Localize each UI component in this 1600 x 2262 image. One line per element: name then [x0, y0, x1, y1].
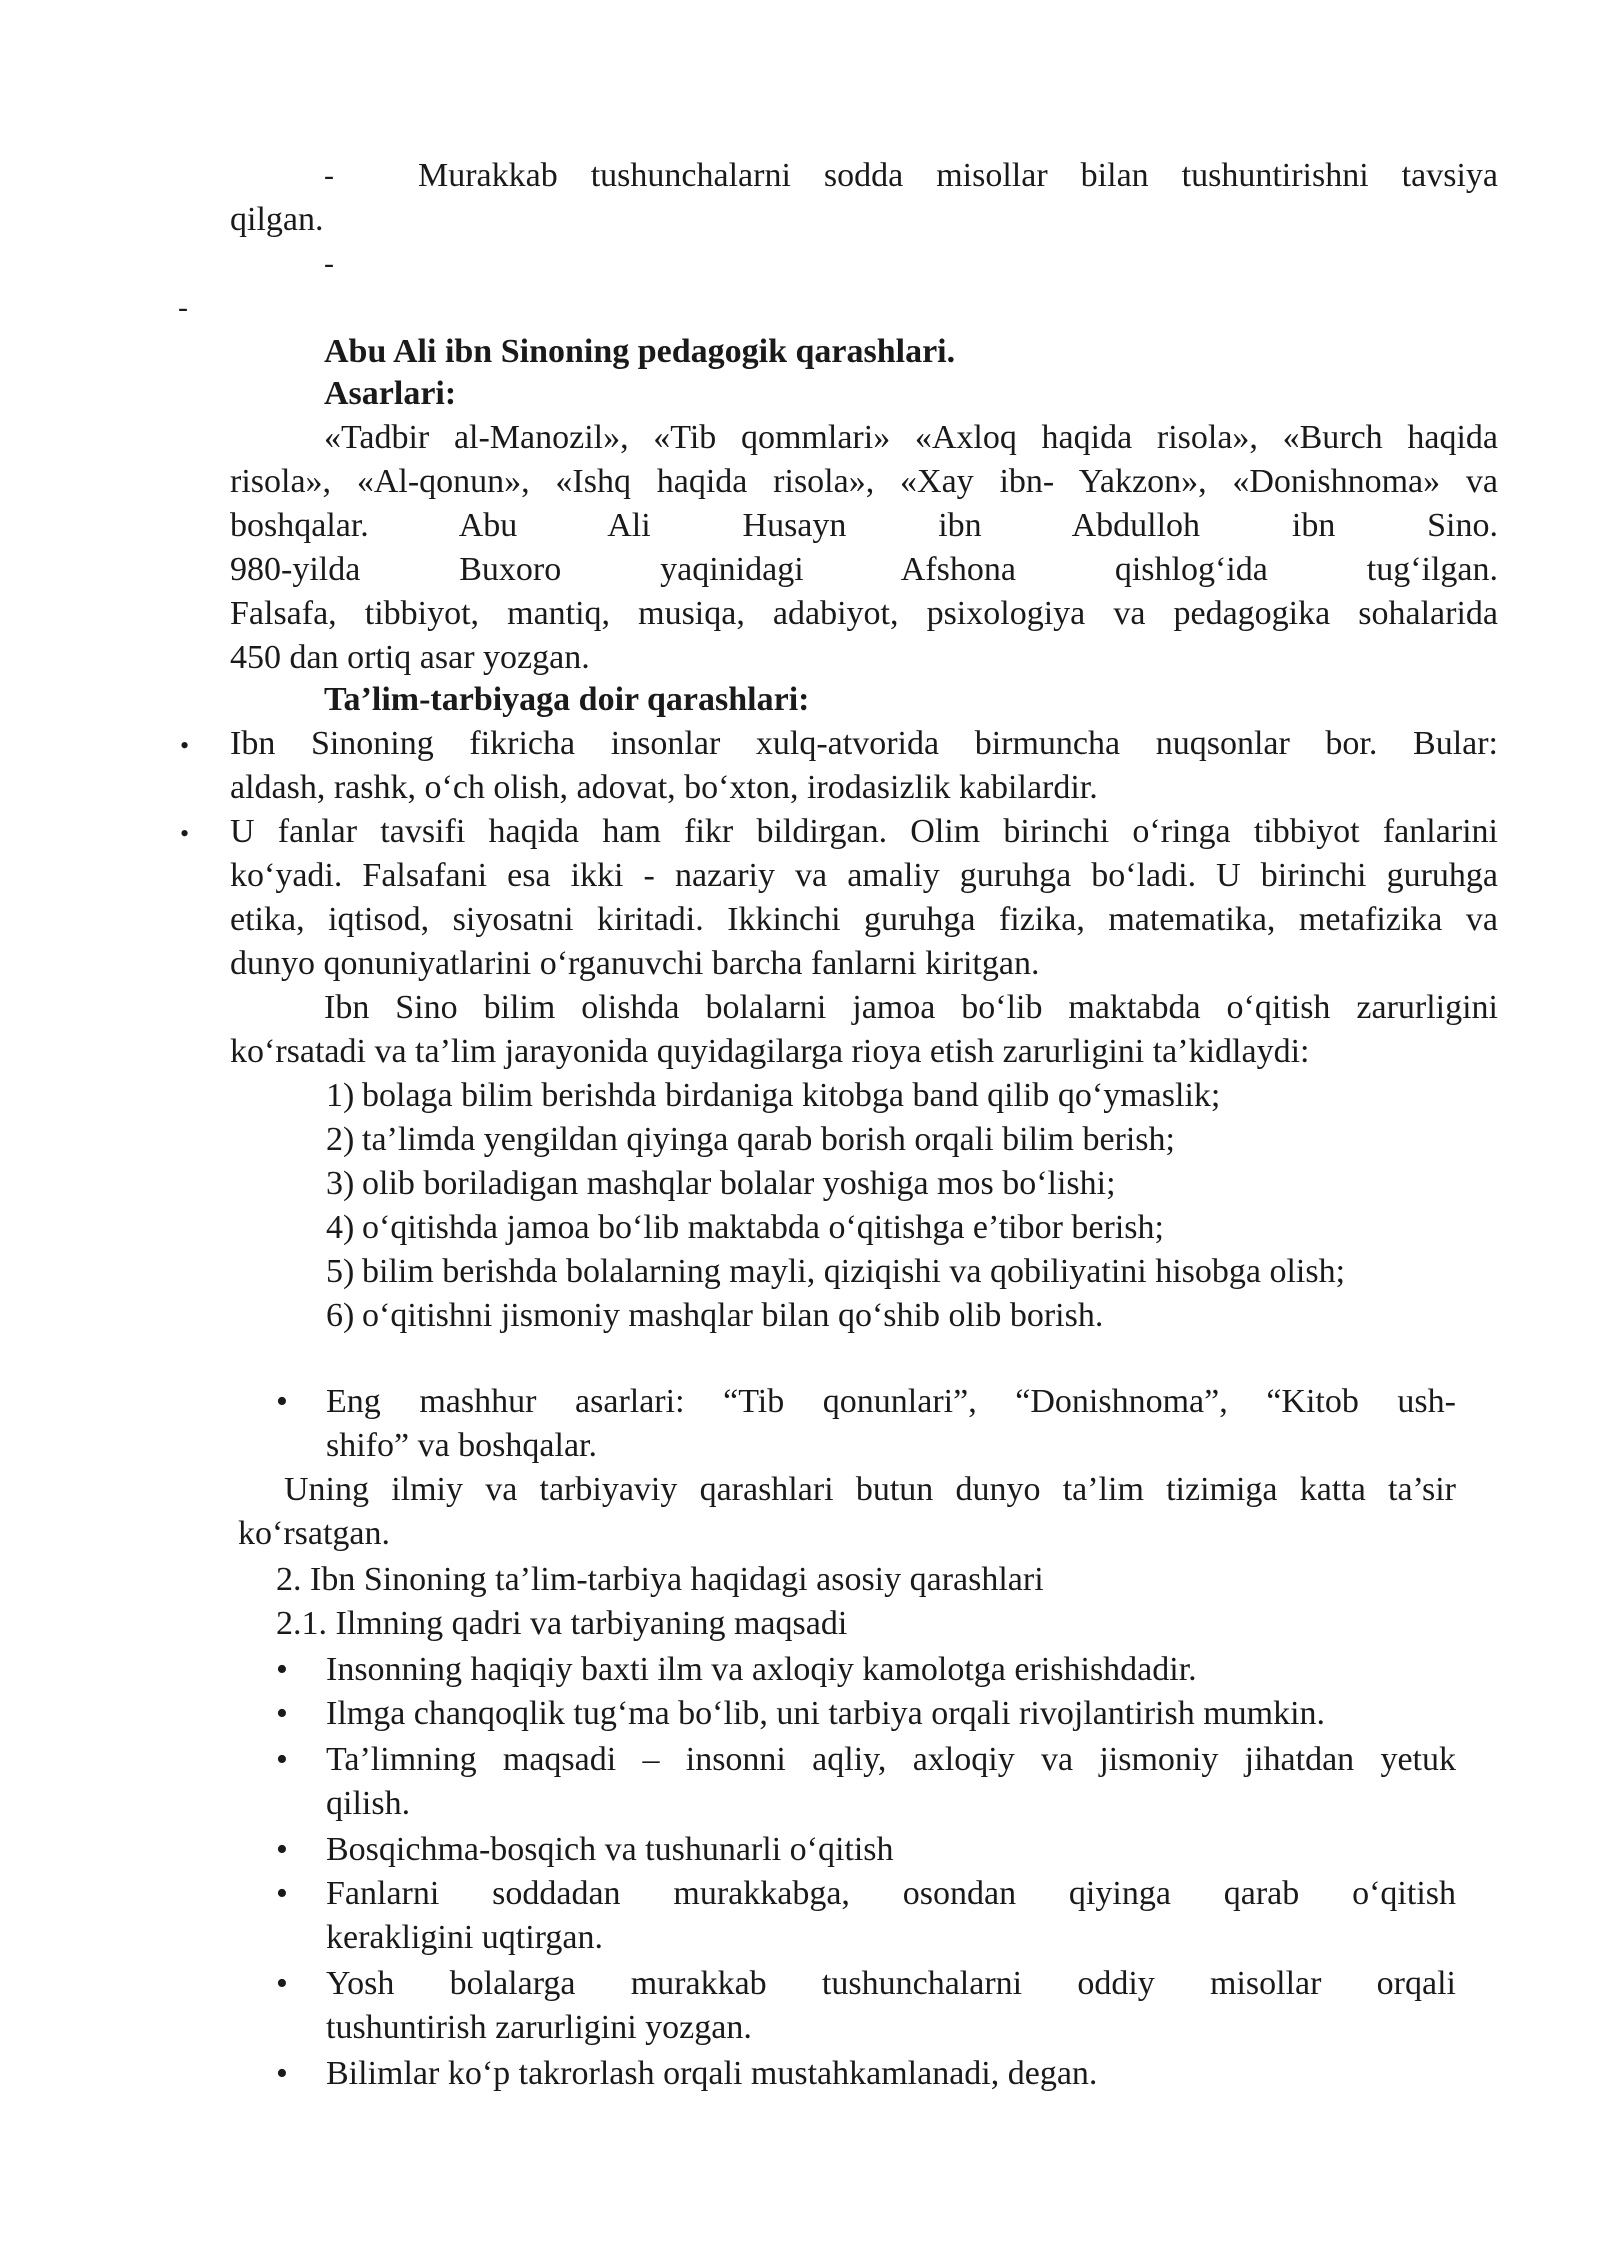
final-bullet-5-line-1: Fanlarni soddadan murakkabga, osondan qiyinga qarab o‘qitish [326, 1875, 1456, 1912]
dash-marker: - [178, 291, 188, 324]
rule-number: 2) [326, 1121, 355, 1158]
views-bullet-2-line-4: dunyo qonuniyatlarini o‘rganuvchi barcha fanlarni kiritgan. [230, 945, 1040, 982]
rule-text: o‘qitishda jamoa bo‘lib maktabda o‘qitishga e’tibor berish; [362, 1209, 1164, 1246]
works-line-2: risola», «Al-qonun», «Ishq haqida risola», «Xay ibn- Yakzon», «Donishnoma» va [230, 463, 1498, 500]
works-label: Asarlari: [324, 375, 457, 412]
works-line-5: Falsafa, tibbiyot, mantiq, musiqa, adabiyot, psixologiya va pedagogika sohalarida [230, 595, 1498, 632]
views-heading: Ta’lim-tarbiyaga doir qarashlari: [324, 681, 810, 718]
final-bullet-6-line-1: Yosh bolalarga murakkab tushunchalarni oddiy misollar orqali [326, 1965, 1456, 2002]
section-heading: Abu Ali ibn Sinoning pedagogik qarashlari. [324, 333, 956, 370]
dash-marker: - [324, 247, 334, 280]
rule-number: 6) [326, 1297, 355, 1334]
bullet-marker: • [276, 1741, 288, 1778]
final-bullet-3-line-1: Ta’limning maqsadi – insonni aqliy, axloqiy va jismoniy jihatdan yetuk [326, 1741, 1456, 1778]
bullet-marker: • [276, 1695, 288, 1732]
school-para-line-1: Ibn Sino bilim olishda bolalarni jamoa bo‘lib maktabda o‘qitish zarurligini [324, 989, 1498, 1026]
bullet-marker: • [180, 731, 190, 760]
works-line-3: boshqalar. Abu Ali Husayn ibn Abdulloh ibn Sino. [230, 507, 1498, 544]
final-bullet-3-line-2: qilish. [326, 1785, 411, 1822]
works-line-4: 980-yilda Buxoro yaqinidagi Afshona qishlog‘ida tug‘ilgan. [230, 551, 1498, 588]
bullet-marker: • [276, 1831, 288, 1868]
famous-works-line-1: Eng mashhur asarlari: “Tib qonunlari”, “Donishnoma”, “Kitob ush- [326, 1383, 1456, 1420]
dash-marker: - [324, 159, 334, 192]
works-line-6: 450 dan ortiq asar yozgan. [230, 639, 590, 676]
rule-text: ta’limda yengildan qiyinga qarab borish orqali bilim berish; [362, 1121, 1175, 1158]
rule-text: olib boriladigan mashqlar bolalar yoshiga mos bo‘lishi; [362, 1165, 1116, 1202]
views-bullet-1-line-1: Ibn Sinoning fikricha insonlar xulq-atvorida birmuncha nuqsonlar bor. Bular: [230, 725, 1498, 762]
final-bullet-1: Insonning haqiqiy baxti ilm va axloqiy kamolotga erishishdadir. [326, 1651, 1197, 1688]
final-bullet-6-line-2: tushuntirish zarurligini yozgan. [326, 2009, 752, 2046]
rule-text: bolaga bilim berishda birdaniga kitobga band qilib qo‘ymaslik; [362, 1077, 1221, 1114]
bullet-marker: • [276, 1383, 288, 1420]
views-bullet-2-line-1: U fanlar tavsifi haqida ham fikr bildirgan. Olim birinchi o‘ringa tibbiyot fanlarini [230, 813, 1498, 850]
final-bullet-2: Ilmga chanqoqlik tug‘ma bo‘lib, uni tarbiya orqali rivojlantirish mumkin. [326, 1695, 1326, 1732]
works-line-1: «Tadbir al-Manozil», «Tib qommlari» «Axloq haqida risola», «Burch haqida [324, 419, 1498, 456]
views-bullet-2-line-3: etika, iqtisod, siyosatni kiritadi. Ikkinchi guruhga fizika, matematika, metafizika va [230, 901, 1498, 938]
section-2-title: 2. Ibn Sinoning ta’lim-tarbiya haqidagi asosiy qarashlari [276, 1561, 1044, 1598]
intro-line-2: qilgan. [230, 201, 324, 238]
bullet-marker: • [276, 1875, 288, 1912]
views-bullet-2-line-2: ko‘yadi. Falsafani esa ikki - nazariy va amaliy guruhga bo‘ladi. U birinchi guruhga [230, 857, 1498, 894]
views-bullet-1-line-2: aldash, rashk, o‘ch olish, adovat, bo‘xton, irodasizlik kabilardir. [230, 769, 1098, 806]
rule-number: 3) [326, 1165, 355, 1202]
section-2-1-title: 2.1. Ilmning qadri va tarbiyaning maqsadi [276, 1605, 848, 1642]
intro-line-1: Murakkab tushunchalarni sodda misollar bilan tushuntirishni tavsiya [418, 157, 1498, 194]
impact-line-1: Uning ilmiy va tarbiyaviy qarashlari butun dunyo ta’lim tizimiga katta ta’sir [284, 1471, 1456, 1508]
bullet-marker: • [276, 1651, 288, 1688]
rule-number: 5) [326, 1253, 355, 1290]
bullet-marker: • [180, 819, 190, 848]
rule-text: bilim berishda bolalarning mayli, qiziqishi va qobiliyatini hisobga olish; [362, 1253, 1346, 1290]
final-bullet-4: Bosqichma-bosqich va tushunarli o‘qitish [326, 1831, 894, 1868]
final-bullet-7: Bilimlar ko‘p takrorlash orqali mustahkamlanadi, degan. [326, 2055, 1098, 2092]
bullet-marker: • [276, 2055, 288, 2092]
rule-text: o‘qitishni jismoniy mashqlar bilan qo‘shib olib borish. [362, 1297, 1104, 1334]
impact-line-2: ko‘rsatgan. [238, 1515, 391, 1552]
final-bullet-5-line-2: kerakligini uqtirgan. [326, 1919, 603, 1956]
rule-number: 1) [326, 1077, 355, 1114]
school-para-line-2: ko‘rsatadi va ta’lim jarayonida quyidagilarga rioya etish zarurligini ta’kidlaydi: [230, 1033, 1310, 1070]
bullet-marker: • [276, 1965, 288, 2002]
rule-number: 4) [326, 1209, 355, 1246]
famous-works-line-2: shifo” va boshqalar. [326, 1427, 597, 1464]
